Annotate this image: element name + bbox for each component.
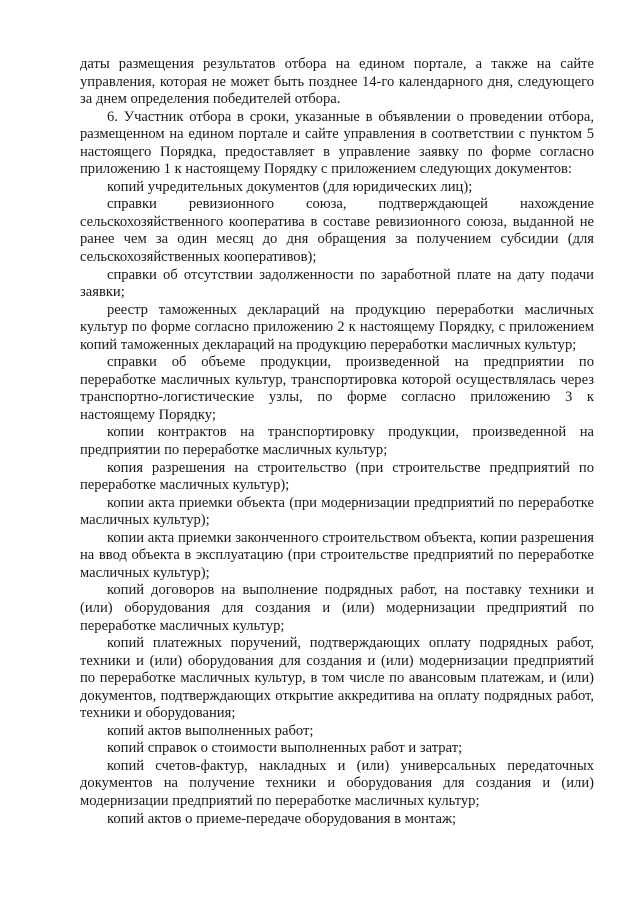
list-item: копий счетов-фактур, накладных и (или) универсальных передаточных документов на получение техники и оборудования для создания и (или) модернизации предприятий по переработке масличных культур; (80, 757, 594, 809)
list-item: копий актов о приеме-передаче оборудования в монтаж; (107, 810, 457, 827)
list-item: справки ревизионного союза, подтверждающей нахождение сельскохозяйственного кооператива в составе ревизионного союза, выданной не ранее чем за один месяц до дня обращения за получением субсидии (для сельскохозяйственных кооперативов); (80, 196, 594, 266)
list-item: копии акта приемки объекта (при модернизации предприятий по переработке масличных культур); (80, 494, 594, 529)
list-item: копий платежных поручений, подтверждающих оплату подрядных работ, техники и (или) оборудования для создания и (или) модернизации предприятий по переработке масличных культур, в том числе по авансовым платежам, и (или) документов, подтверждающих открытие аккредитива на оплату подрядных работ, техники и оборудования; (80, 635, 594, 722)
list-item: справки об отсутствии задолженности по заработной плате на дату подачи заявки; (80, 266, 594, 301)
list-item: копии акта приемки законченного строительством объекта, копии разрешения на ввод объекта в эксплуатацию (при строительстве предприятий по переработке масличных культур); (80, 529, 594, 581)
list-item: справки об объеме продукции, произведенной на предприятии по переработке масличных культур, транспортировка которой осуществлялась через транспортно-логистические узлы, по форме согласно приложению 3 к настоящему Порядку; (80, 354, 594, 423)
list-item: копия разрешения на строительство (при строительстве предприятий по переработке масличных культур); (80, 459, 594, 494)
list-item: копии контрактов на транспортировку продукции, произведенной на предприятии по переработке масличных культур; (80, 424, 594, 459)
paragraph-continuation: даты размещения результатов отбора на едином портале, а также на сайте управления, которая не может быть позднее 14-го календарного дня, следующего за днем определения победителей отбора. (80, 56, 594, 108)
list-item: копий договоров на выполнение подрядных работ, на поставку техники и (или) оборудования для создания и (или) модернизации предприятий по переработке масличных культур; (80, 582, 594, 634)
list-item: копий актов выполненных работ; (107, 722, 314, 739)
list-item: копий справок о стоимости выполненных работ и затрат; (107, 740, 463, 757)
document-page (80, 56, 594, 828)
list-item: реестр таможенных деклараций на продукцию переработки масличных культур по форме согласно приложению 2 к настоящему Порядку, с приложением копий таможенных деклараций на продукцию переработки масличных культур; (80, 301, 594, 353)
paragraph-item-6: 6. Участник отбора в сроки, указанные в объявлении о проведении отбора, размещенном на едином портале и сайте управления в соответствии с пунктом 5 настоящего Порядка, предоставляет в управление заявку по форме согласно приложению 1 к настоящему Порядку с приложением следующих документов: (80, 108, 594, 178)
list-item: копий учредительных документов (для юридических лиц); (107, 178, 473, 195)
